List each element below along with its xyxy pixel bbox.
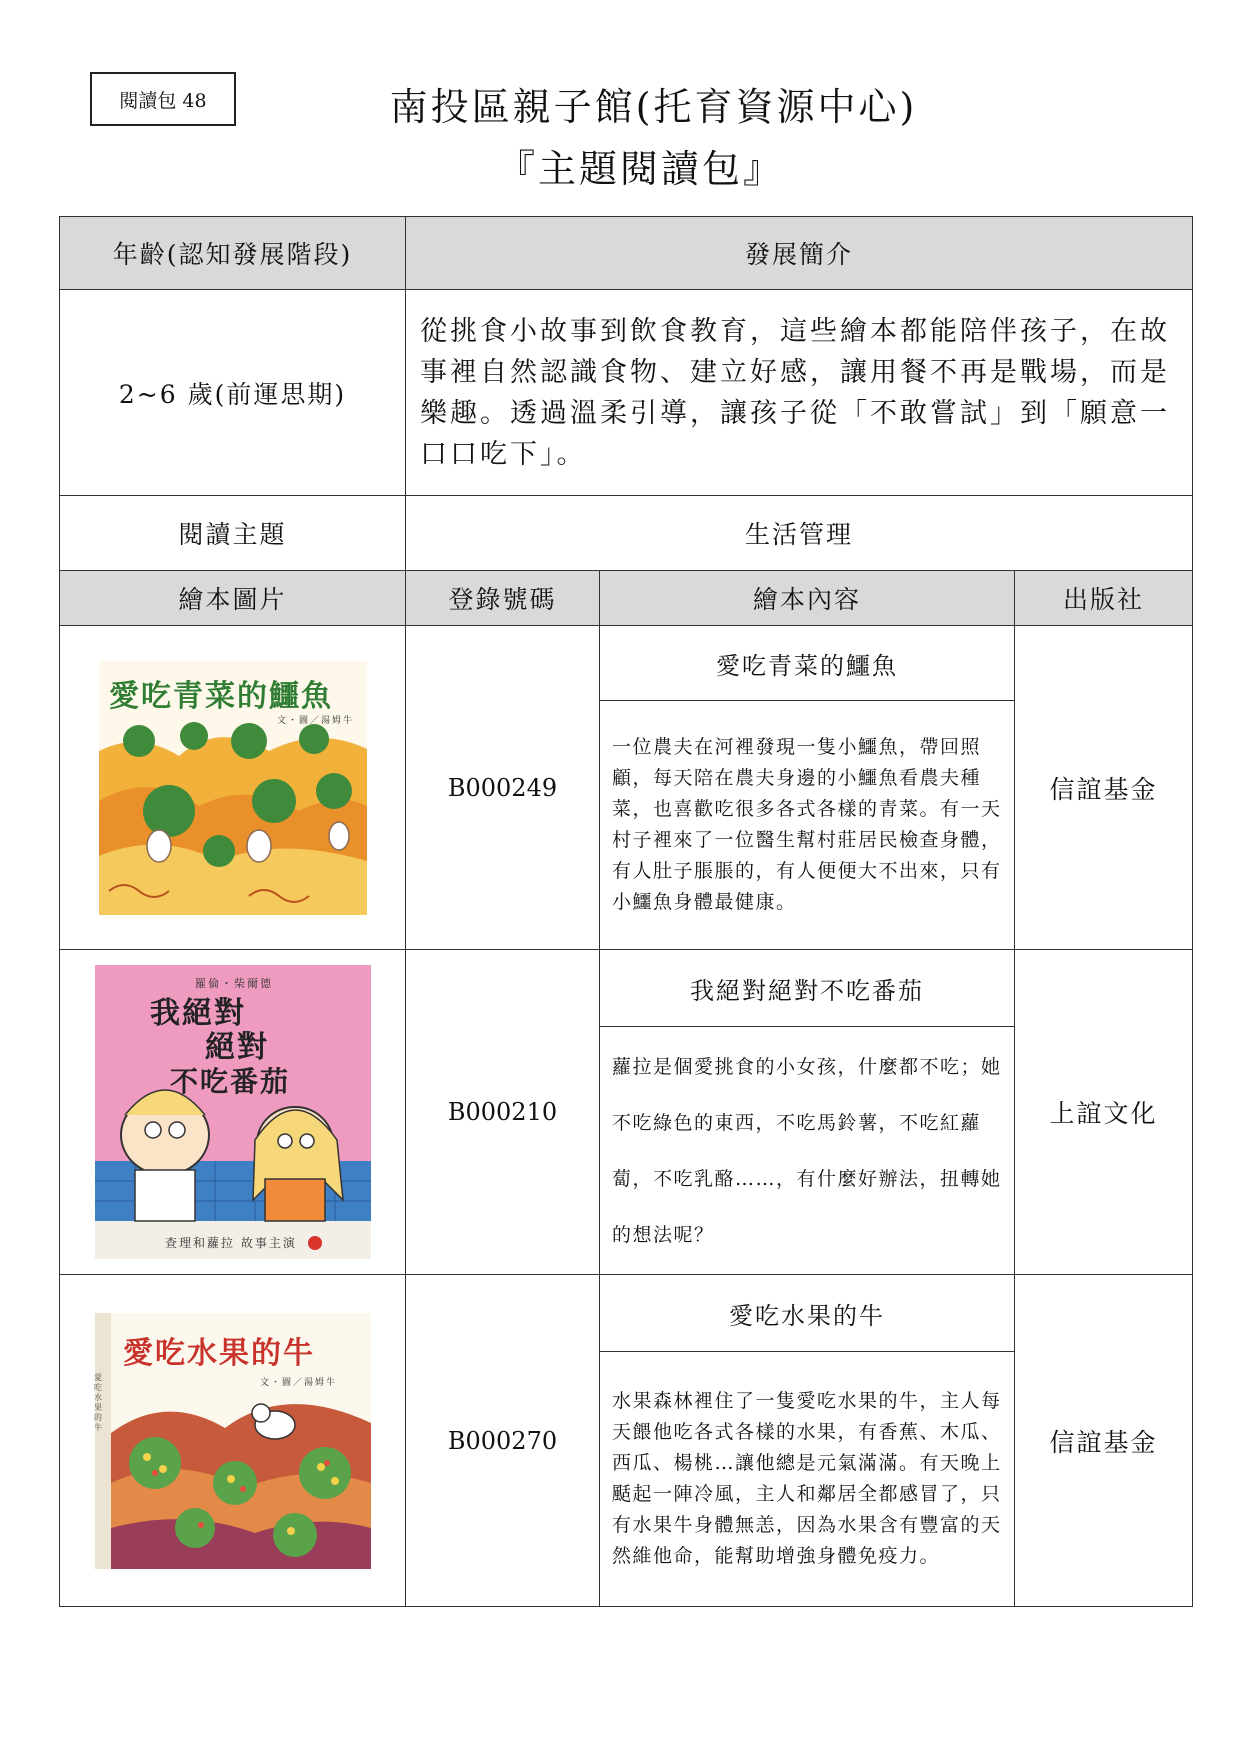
- theme-value: 生活管理: [406, 496, 1193, 571]
- book-title: 愛吃青菜的鱷魚: [600, 626, 1015, 701]
- cover-credit-text: 文・圖／湯姆牛: [259, 1377, 337, 1388]
- page-title: 南投區親子館(托育資源中心): [389, 85, 918, 129]
- cover-line2-text: 絕對: [204, 1030, 269, 1065]
- cover-line3-text: 不吃番茄: [169, 1065, 290, 1098]
- cover-author-text: 羅倫・柴爾德: [194, 977, 273, 990]
- book-description: 蘿拉是個愛挑食的小女孩，什麼都不吃；她不吃綠色的東西，不吃馬鈴薯，不吃紅蘿蔔，不吃乳酪……，有什麼好辦法，扭轉她的想法呢？: [600, 1027, 1015, 1275]
- book-cover-cell: [60, 950, 406, 1275]
- cover-series-text: 查理和蘿拉 故事主演: [164, 1236, 297, 1250]
- book-publisher: 上誼文化: [1015, 950, 1193, 1275]
- intro-text: 從挑食小故事到飲食教育，這些繪本都能陪伴孩子，在故事裡自然認識食物、建立好感，讓用餐不再是戰場，而是樂趣。透過溫柔引導，讓孩子從「不敢嘗試」到「願意一口口吃下」。: [406, 290, 1193, 496]
- cover-spine-text: 愛吃水果的牛: [93, 1372, 102, 1433]
- reading-pack-table: [59, 216, 1193, 1607]
- book-cover-tomato: [95, 965, 371, 1259]
- book-title: 愛吃水果的牛: [600, 1275, 1015, 1352]
- intro-header: 發展簡介: [406, 217, 1193, 290]
- publisher-header: 出版社: [1015, 571, 1193, 626]
- age-header: 年齡(認知發展階段): [60, 217, 406, 290]
- cover-title-text: 愛吃水果的牛: [122, 1335, 315, 1371]
- book-reg-number: B000249: [406, 626, 600, 950]
- book-publisher: 信誼基金: [1015, 626, 1193, 950]
- page-subtitle: 『主題閱讀包』: [496, 147, 784, 191]
- theme-label: 閱讀主題: [60, 496, 406, 571]
- cover-title-text: 愛吃青菜的鱷魚: [108, 678, 333, 714]
- book-cover-crocodile: [99, 661, 367, 915]
- book-cover-cell: [60, 1275, 406, 1607]
- content-header: 繪本內容: [600, 571, 1015, 626]
- book-cover-cell: [60, 626, 406, 950]
- cover-line1-text: 我絕對: [149, 996, 246, 1031]
- book-reg-number: B000210: [406, 950, 600, 1275]
- reg-header: 登錄號碼: [406, 571, 600, 626]
- book-description: 水果森林裡住了一隻愛吃水果的牛，主人每天餵他吃各式各樣的水果，有香蕉、木瓜、西瓜、楊桃…讓他總是元氣滿滿。有天晚上颳起一陣冷風，主人和鄰居全都感冒了，只有水果牛身體無恙，因為水果含有豐富的天然維他命，能幫助增強身體免疫力。: [600, 1352, 1015, 1607]
- book-publisher: 信誼基金: [1015, 1275, 1193, 1607]
- cover-header: 繪本圖片: [60, 571, 406, 626]
- book-title: 我絕對絕對不吃番茄: [600, 950, 1015, 1027]
- cover-credit-text: 文・圖／湯姆牛: [276, 715, 354, 726]
- book-reg-number: B000270: [406, 1275, 600, 1607]
- book-description: 一位農夫在河裡發現一隻小鱷魚，帶回照顧，每天陪在農夫身邊的小鱷魚看農夫種菜，也喜歡吃很多各式各樣的青菜。有一天村子裡來了一位醫生幫村莊居民檢查身體，有人肚子脹脹的，有人便便大不出來，只有小鱷魚身體最健康。: [600, 701, 1015, 950]
- reading-pack-code: 閱讀包 48: [90, 72, 236, 126]
- book-cover-fruit-cow: [95, 1313, 371, 1569]
- age-value: 2~6 歲(前運思期): [60, 290, 406, 496]
